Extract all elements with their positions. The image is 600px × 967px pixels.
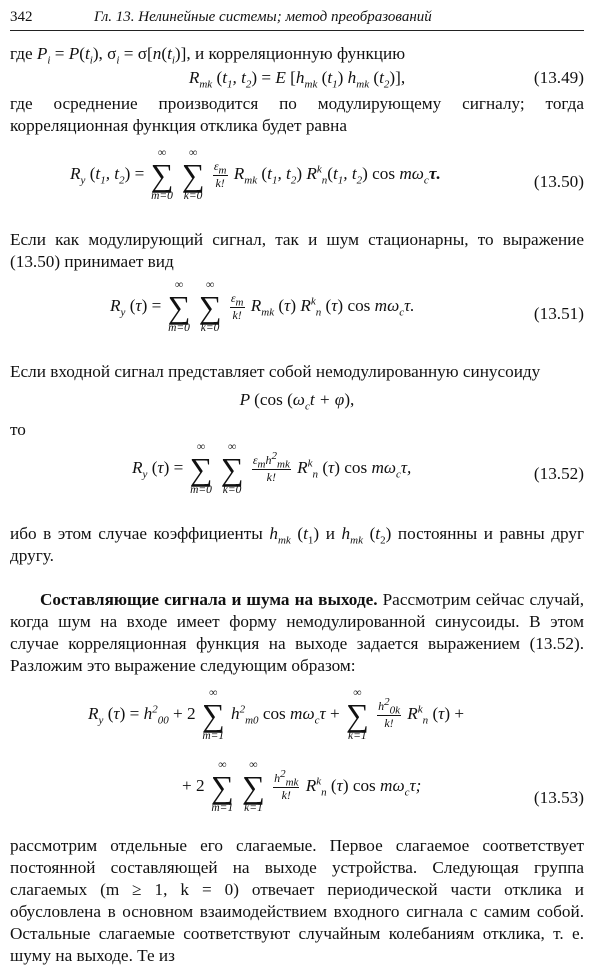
equation-13-51: $R_y$ (τ) = ∞ ∑ m=0 ∞ ∑ k=0 $\frac{\varepsilon_m}{k!}$ $R_{mk}$ (τ) $R^k_n$ (τ) $\cos m\omega_c\tau$. (13.51) bbox=[110, 279, 584, 335]
paragraph-5: то bbox=[10, 420, 26, 440]
equation-sinusoid: P (cos $(\omega_ct + \varphi)$, bbox=[239, 390, 355, 413]
paragraph-3: Если как модулирующий сигнал, так и шум стационарны, то выражение (13.50) принимает вид bbox=[10, 230, 584, 272]
equation-number: (13.50) bbox=[533, 172, 584, 192]
chapter-title: Гл. 13. Нелинейные системы; метод преобразований bbox=[94, 9, 432, 25]
equation-number: (13.49) bbox=[533, 68, 584, 88]
paragraph-8: рассмотрим отдельные его слагаемые. Первое слагаемое соответствует постоянной составляющей на выходе устройства. Следующая группа слагаемых (m ≥ 1, k = 0) отвечает периодической части отклика и обусловлена в основном взаимодействием входного сигнала с самим собой. Остальные слагаемые соответствуют случайным колебаниям отклика, т. е. шуму на выходе. Те из bbox=[10, 836, 584, 966]
paragraph-6: ибо в этом случае коэффициенты $h_{mk}$ $(t_1)$ и $h_{mk}$ $(t_2)$ постоянны и равны друг другу. bbox=[10, 524, 584, 566]
running-header bbox=[10, 4, 584, 31]
section-title: Составляющие сигнала и шума на выходе. bbox=[40, 590, 378, 610]
paragraph-2: где осреднение производится по модулирующему сигналу; тогда корреляционная функция отклика будет равна bbox=[10, 94, 584, 136]
paragraph-1: где $P_i = P(t_i)$, $\sigma_i = \sigma[n(t_i)]$, и корреляционную функцию bbox=[10, 44, 406, 67]
page-number: 342 bbox=[10, 9, 33, 25]
equation-13-50: $R_y$ ($t_1$, $t_2$) = ∞ ∑ m=0 ∞ ∑ k=0 $\frac{\varepsilon_m}{k!}$ $R_{mk}$ ($t_1$, $t_2$) $R^k_n(t_1$, $t_2$) $\cos m\omega_c\tau$. (13.50) bbox=[70, 147, 584, 203]
equation-number: (13.51) bbox=[533, 304, 584, 324]
equation-number: (13.52) bbox=[533, 464, 584, 484]
equation-13-53: $R_y$ $(\tau) = h^2_{00} + 2$ ∞ ∑ m=1 $h^2_{m0}$ $\cos m\omega_c\tau$ + ∞ ∑ k=1 $\frac{h^2_{0k}}{k!}$ $R^k_n$ (τ) + + 2 ∞ ∑ m=1 ∞ ∑ k=1 $\frac{h^2_{mk}}{k!}$ $R^k_n$ (τ) $\cos m\omega_c\tau$; (13.53) bbox=[88, 687, 584, 815]
paragraph-7: Составляющие сигнала и шума на выходе. Рассмотрим сейчас случай, когда шум на входе имеет форму немодулированной синусоиды. В этом случае корреляционная функция на выходе задается выражением (13.52). Разложим это выражение следующим образом: bbox=[10, 590, 585, 676]
page bbox=[10, 4, 584, 967]
equation-13-49: $R_{mk}$ ($t_1$, $t_2) = E$ [$h_{mk}$ $(t_1)$ $h_{mk}$ $(t_2)$], (13.49) bbox=[188, 68, 584, 91]
paragraph-4: Если входной сигнал представляет собой немодулированную синусоиду bbox=[10, 362, 541, 382]
equation-number: (13.53) bbox=[533, 788, 584, 808]
equation-13-52: $R_y$ (τ) = ∞ ∑ m=0 ∞ ∑ k=0 $\frac{\varepsilon_mh^2_{mk}}{k!}$ $R^k_n$ (τ) $\cos m\omega_c\tau$, (13.52) bbox=[132, 441, 584, 497]
